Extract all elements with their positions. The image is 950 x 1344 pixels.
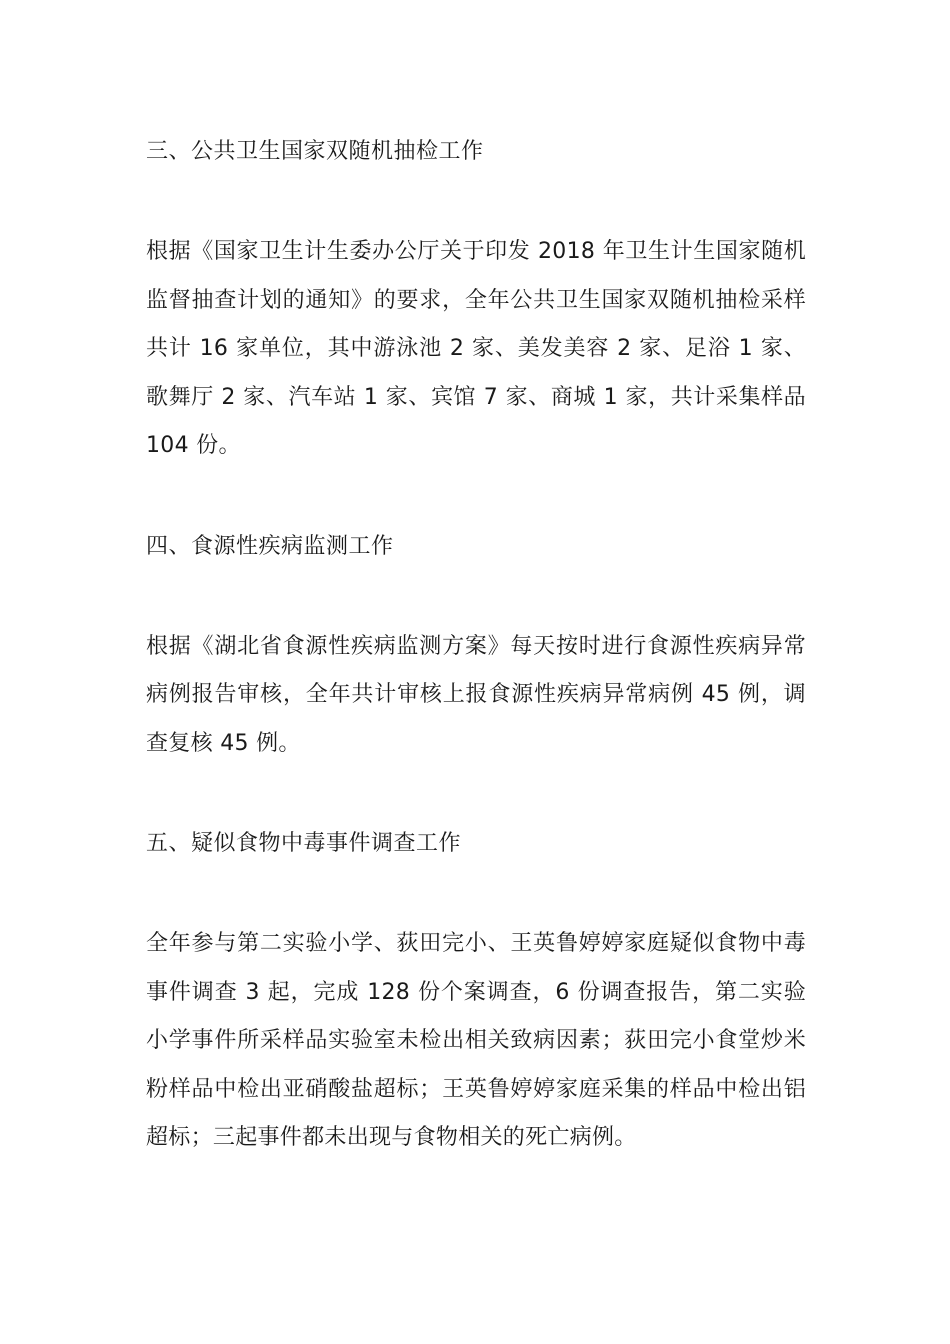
section-heading-food-poisoning-investigation: 五、疑似食物中毒事件调查工作: [146, 831, 462, 856]
section-paragraph-public-health-inspection: 根据《国家卫生计生委办公厅关于印发 2018 年卫生计生国家随机监督抽查计划的通知》的要求，全年公共卫生国家双随机抽检采样共计 16 家单位，其中游泳池 2 家、美发美容 2 家、足浴 1 家、歌舞厅 2 家、汽车站 1 家、宾馆 7 家、商城 1 家，共计采集样品 104 份。: [146, 239, 806, 458]
spacer: [146, 176, 806, 228]
spacer: [146, 471, 806, 523]
section-heading-public-health-inspection: 三、公共卫生国家双随机抽检工作: [146, 139, 484, 164]
spacer: [146, 571, 806, 623]
section-paragraph-foodborne-disease-monitoring: 根据《湖北省食源性疾病监测方案》每天按时进行食源性疾病异常病例报告审核，全年共计审核上报食源性疾病异常病例 45 例，调查复核 45 例。: [146, 633, 806, 756]
section-paragraph-food-poisoning-investigation: 全年参与第二实验小学、荻田完小、王英鲁婷婷家庭疑似食物中毒事件调查 3 起，完成 128 份个案调查，6 份调查报告，第二实验小学事件所采样品实验室未检出相关致病因素；荻田完小食堂炒米粉样品中检出亚硝酸盐超标；王英鲁婷婷家庭采集的样品中检出铝超标；三起事件都未出现与食物相关的死亡病例。: [146, 931, 806, 1150]
document-body: [146, 128, 806, 1163]
section-heading-foodborne-disease-monitoring: 四、食源性疾病监测工作: [146, 533, 394, 559]
spacer: [146, 768, 806, 820]
spacer: [146, 868, 806, 920]
